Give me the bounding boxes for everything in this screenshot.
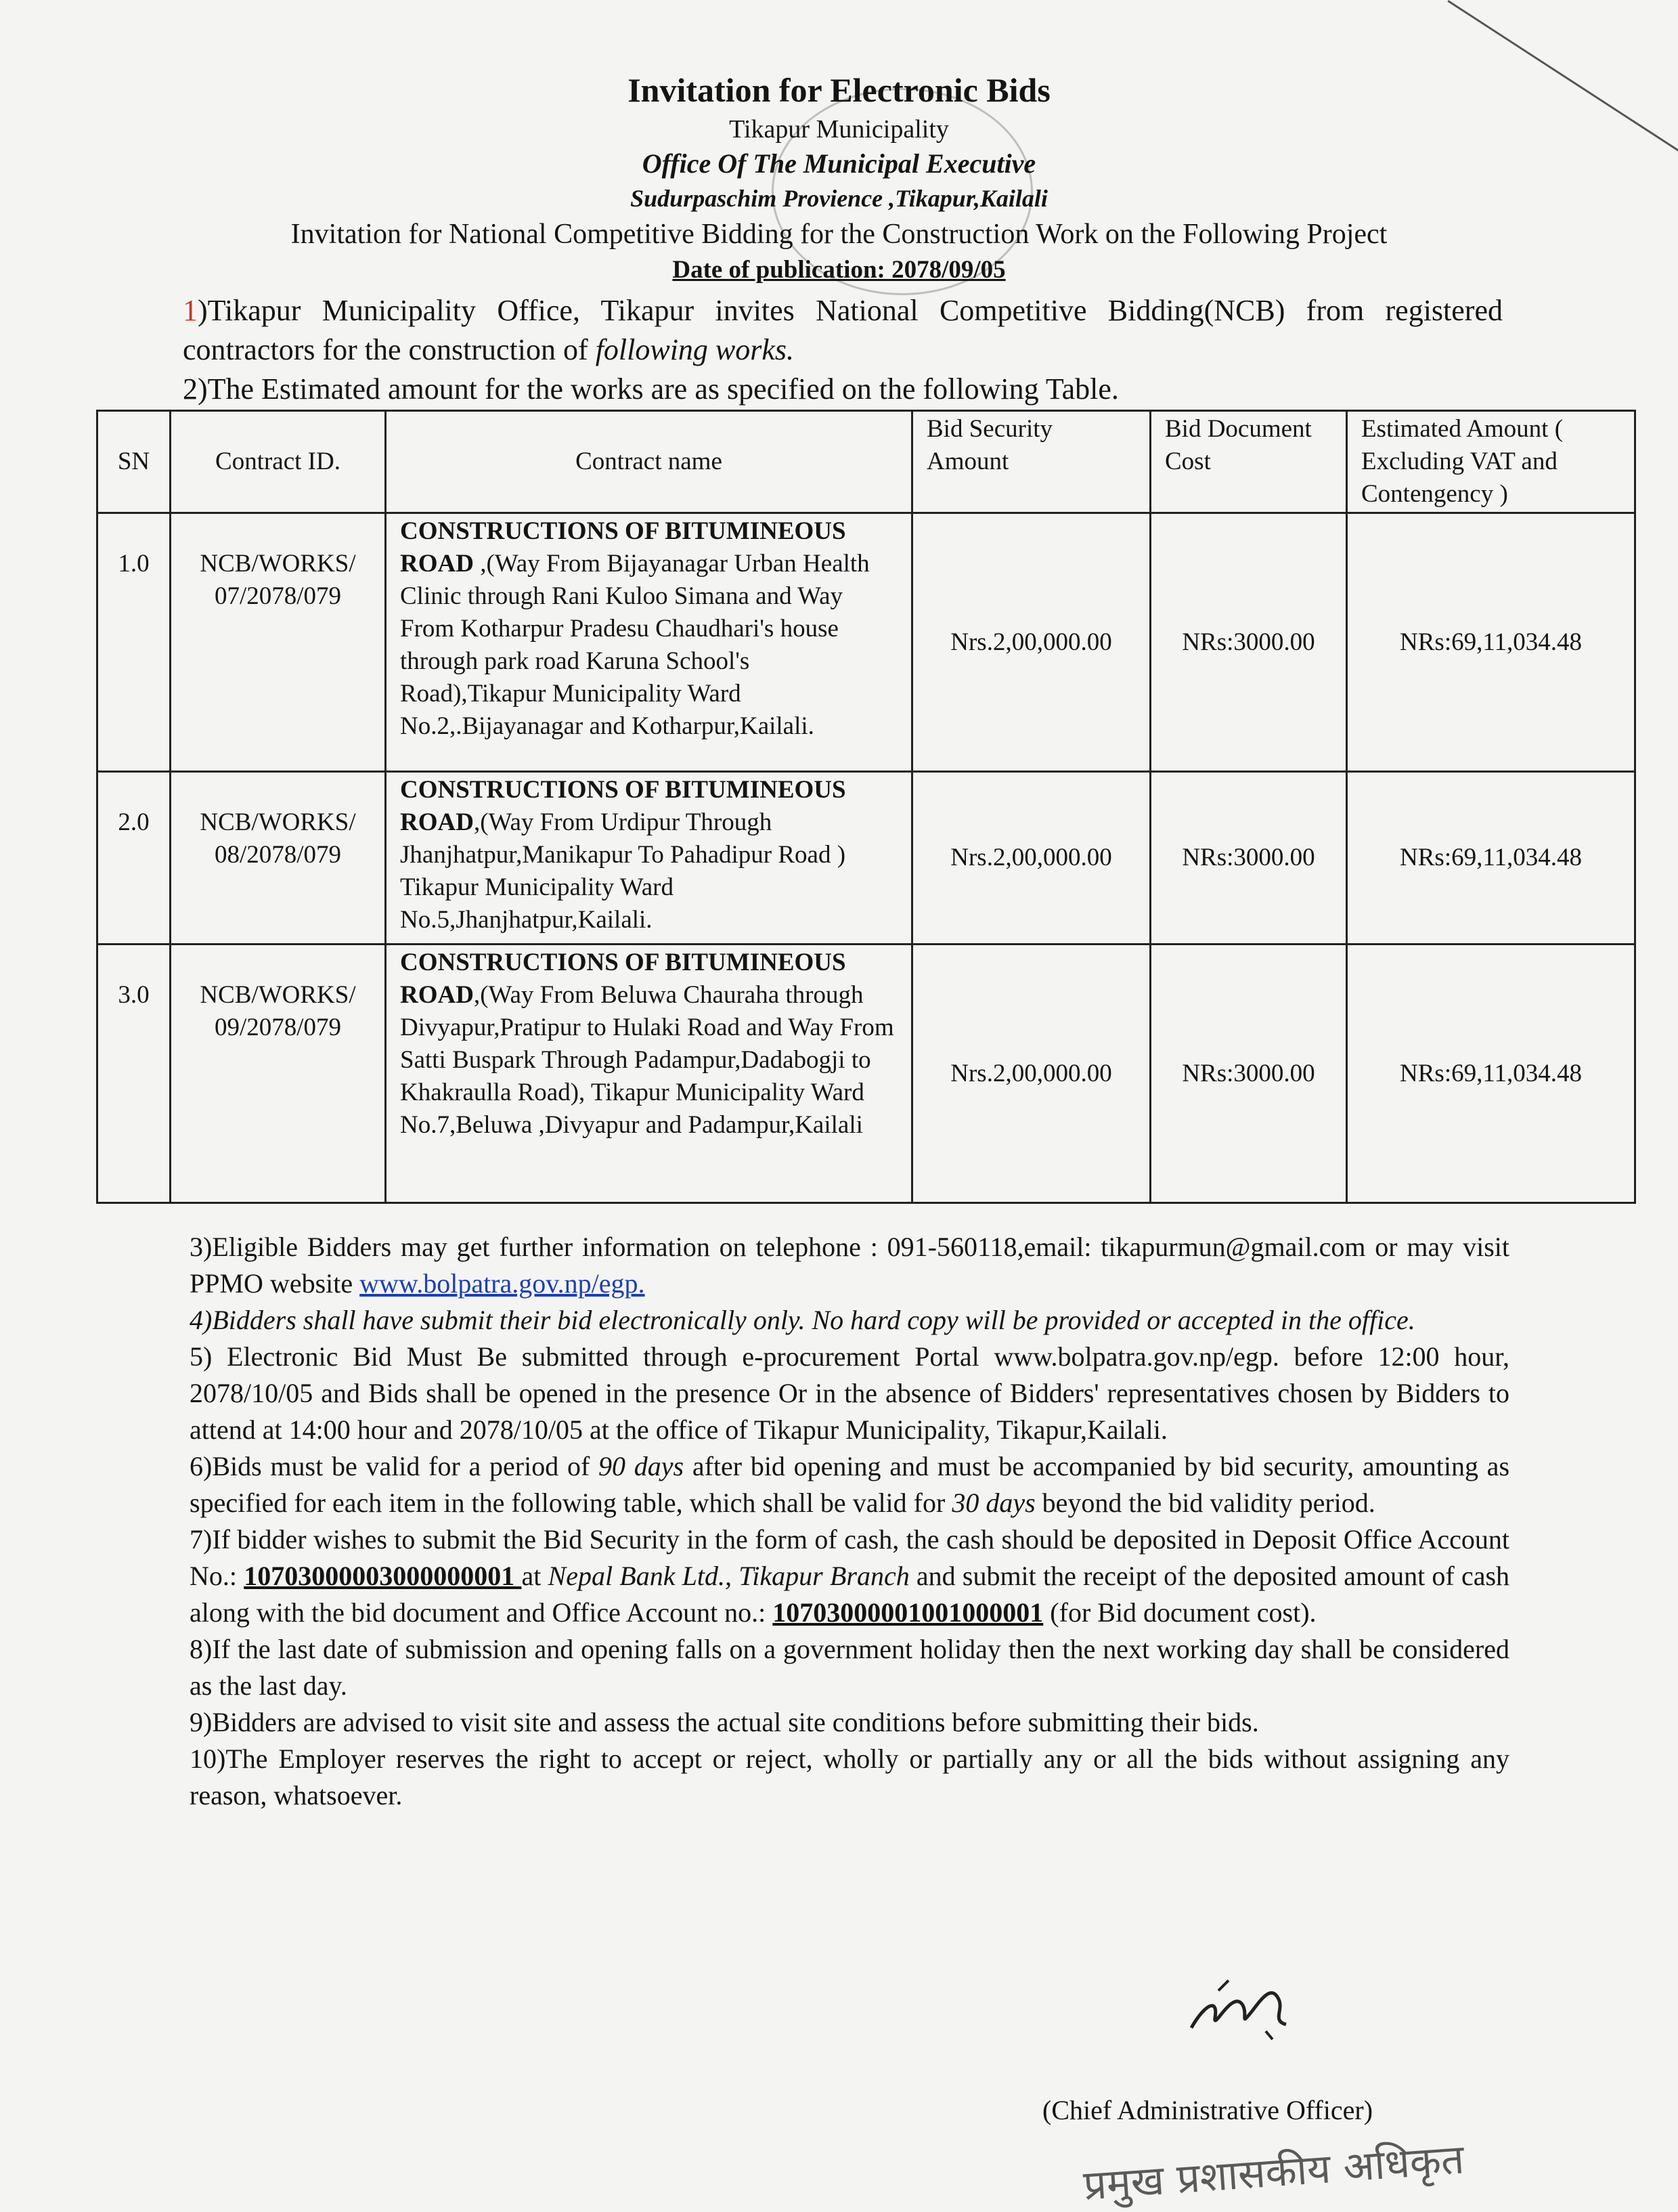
clause-8: 8)If the last date of submission and opening falls on a government holiday then the next working day shall be considered as the last day. [190,1634,1509,1701]
document-title: Invitation for Electronic Bids [627,71,1051,109]
cell-bid-security: Nrs.2,00,000.00 [912,945,1151,1203]
cell-doc-cost: NRs:3000.00 [1151,772,1347,945]
clause-7 [190,1521,1509,1631]
cell-contract-name [386,513,912,772]
contract-name-bold: CONSTRUCTIONS OF BITUMINEOUS ROAD [400,776,846,836]
table-row [97,945,1635,1203]
cell-sn: 3.0 [97,945,171,1203]
cell-estimated-amount: NRs:69,11,034.48 [1347,513,1635,772]
intro-paragraph-1 [183,291,1503,370]
signatory-title: (Chief Administrative Officer) [1042,2095,1373,2125]
clause-4 [190,1302,1509,1339]
office-address: Sudurpaschim Provience ,Tikapur,Kailali [630,185,1048,212]
intro-section [183,291,1503,409]
intro-italic: following works. [595,333,795,366]
contract-name-detail: ,(Way From Bijayanagar Urban Health Clinic through Rani Kuloo Simana and Way From Kotharpur Pradesu Chaudhari's house through park road Karuna School's Road),Tikapur Municipality Ward No.2,.Bijayanagar and Kotharpur,Kailali. [400,550,870,740]
bank-name: Nepal Bank Ltd., Tikapur Branch [548,1561,910,1591]
header-contract-name: Contract name [386,411,912,513]
office-stamp: प्रमुख प्रशासकीय अधिकृत [1082,2135,1466,2210]
cell-contract-name [386,945,912,1203]
office-account-number: 10703000001001000001 [772,1597,1044,1628]
clause-6-text-b: after bid opening and must be accompanied by bid security, amounting as specified for each item in the following table, which shall be valid for [190,1451,1510,1518]
cell-bid-security: Nrs.2,00,000.00 [912,772,1151,945]
cell-contract-id: NCB/WORKS/ 09/2078/079 [171,945,386,1203]
clause-6-text-a: 6)Bids must be valid for a period of [190,1451,599,1481]
cell-contract-name [386,772,912,945]
security-validity-days: 30 days [952,1488,1036,1518]
clause-7-text-d: (for Bid document cost). [1043,1597,1317,1628]
clause-3-text: 3)Eligible Bidders may get further information on telephone : 091-560118,email: tikapurmun@gmail.com or may visit PPMO website [190,1232,1509,1299]
cell-sn: 2.0 [97,772,171,945]
publication-date: Date of publication: 2078/09/05 [672,256,1006,284]
cell-bid-security: Nrs.2,00,000.00 [912,513,1151,772]
clause-5: 5) Electronic Bid Must Be submitted through e-procurement Portal www.bolpatra.gov.np/egp. before 12:00 hour, 2078/10/05 and Bids shall be opened in the presence Or in the absence of Bidders' representatives chosen by Bidders to attend at 14:00 hour and 2078/10/05 at the office of Tikapur Municipality, Tikapur,Kailali. [190,1341,1509,1445]
clause-6-text-c: beyond the bid validity period. [1035,1488,1375,1518]
clause-4-text: 4)Bidders shall have submit their bid electronically only. No hard copy will be provided or accepted in the office. [190,1305,1415,1335]
header-sn: SN [97,411,171,513]
invitation-line: Invitation for National Competitive Bidding for the Construction Work on the Following Project [290,219,1388,250]
deposit-account-number: 10703000003000000001 [244,1561,522,1591]
intro-paragraph-2: 2)The Estimated amount for the works are as specified on the following Table. [183,372,1119,406]
contract-name-detail: ,(Way From Beluwa Chauraha through Divyapur,Pratipur to Hulaki Road and Way From Satti Buspark Through Padampur,Dadabogji to Khakraulla Road), Tikapur Municipality Ward No.7,Beluwa ,Divyapur and Padampur,Kailali [400,981,894,1139]
cell-contract-id: NCB/WORKS/ 07/2078/079 [171,513,386,772]
clause-9: 9)Bidders are advised to visit site and assess the actual site conditions before submitting their bids. [190,1707,1259,1737]
clauses-section [190,1229,1509,1814]
cell-doc-cost: NRs:3000.00 [1151,513,1347,772]
cell-contract-id: NCB/WORKS/ 08/2078/079 [171,772,386,945]
header-estimated-amount: Estimated Amount ( Excluding VAT and Contengency ) [1347,411,1635,513]
table-row [97,513,1635,772]
header-doc-cost: Bid Document Cost [1151,411,1347,513]
cell-estimated-amount: NRs:69,11,034.48 [1347,772,1635,945]
bid-table [96,410,1636,1204]
table-row [97,772,1635,945]
clause-6 [190,1448,1509,1521]
header-bid-security: Bid Security Amount [912,411,1151,513]
office-name: Office Of The Municipal Executive [642,148,1036,179]
contract-name-bold: CONSTRUCTIONS OF BITUMINEOUS ROAD [400,517,846,578]
clause-7-text-c: and submit the receipt of the deposited amount of cash along with the bid document and Office Account no.: [190,1561,1510,1628]
cell-sn: 1.0 [97,513,171,772]
intro-text: )Tikapur Municipality Office, Tikapur invites National Competitive Bidding(NCB) from registered contractors for the construction of [183,294,1503,366]
validity-days: 90 days [598,1451,684,1481]
intro-number: 1 [183,294,198,327]
officer-signature [1178,1964,1300,2052]
clause-7-text-b: at [521,1561,548,1591]
table-header-row [97,411,1635,513]
contract-name-detail: ,(Way From Urdipur Through Jhanjhatpur,Manikapur To Pahadipur Road ) Tikapur Municipality Ward No.5,Jhanjhatpur,Kailali. [400,808,846,934]
clause-10: 10)The Employer reserves the right to accept or reject, wholly or partially any or all the bids without assigning any reason, whatsoever. [190,1743,1509,1810]
clause-3 [190,1229,1509,1302]
clause-7-text-a: 7)If bidder wishes to submit the Bid Security in the form of cash, the cash should be deposited in Deposit Office Account No.: [190,1524,1509,1591]
header-contract-id: Contract ID. [171,411,386,513]
municipality-name: Tikapur Municipality [729,115,949,144]
contract-name-bold: CONSTRUCTIONS OF BITUMINEOUS ROAD [400,949,846,1009]
document-header [0,68,1678,287]
ppmo-website-link[interactable]: www.bolpatra.gov.np/egp. [359,1268,645,1299]
cell-doc-cost: NRs:3000.00 [1151,945,1347,1203]
cell-estimated-amount: NRs:69,11,034.48 [1347,945,1635,1203]
